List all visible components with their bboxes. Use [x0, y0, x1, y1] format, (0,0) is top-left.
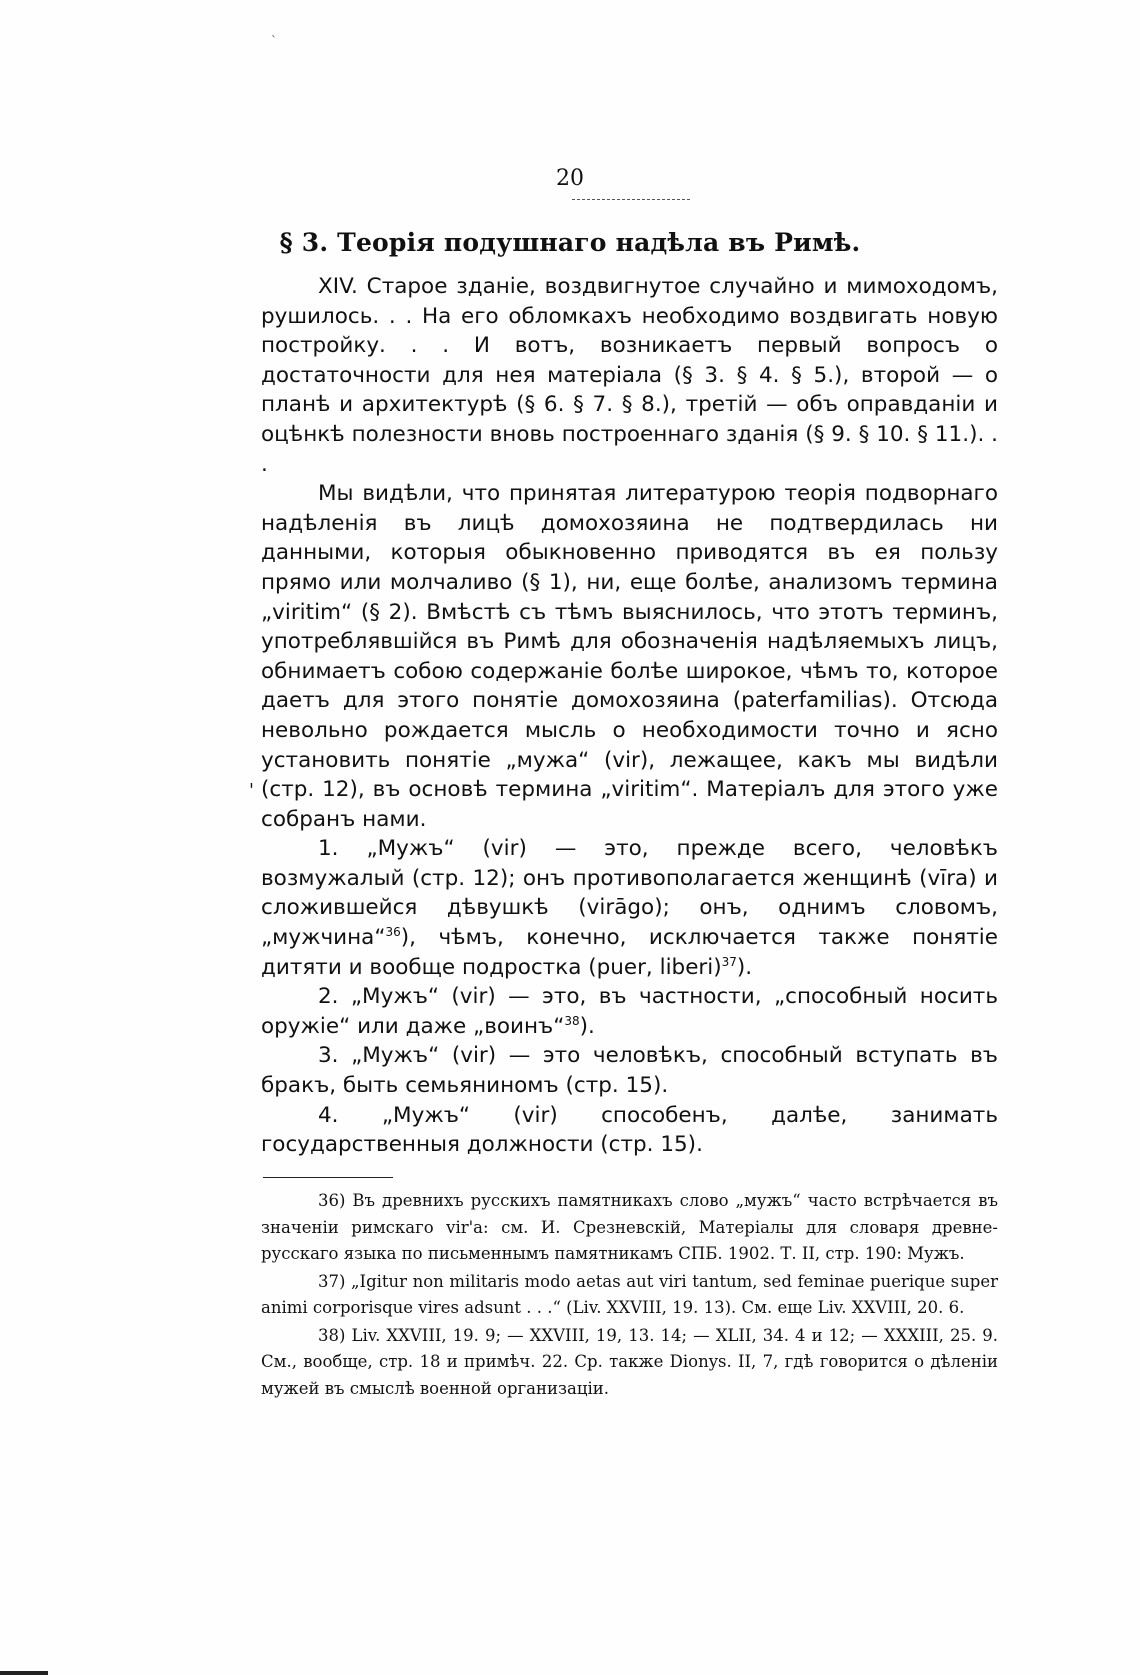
- footnote-36: 36) Въ древнихъ русскихъ памятникахъ слово „мужъ“ часто встрѣчается въ значеніи римскаго vir'а: см. И. Срезневскій, Матеріалы для словаря древне-русскаго языка по письменнымъ памятникамъ СПБ. 1902. Т. II, стр. 190: Мужъ.: [261, 1191, 998, 1263]
- list-item-4: 4. „Мужъ“ (vir) способенъ, далѣе, занимать государственныя должности (стр. 15).: [261, 1102, 998, 1158]
- page-number-rule: [572, 199, 690, 200]
- margin-tick: ': [249, 780, 254, 801]
- footnote-divider: [263, 1177, 393, 1178]
- section-heading: § 3. Теорія подушнаго надѣла въ Римѣ.: [279, 228, 861, 257]
- main-text: [261, 272, 998, 1160]
- item-1-text-end: ).: [736, 954, 753, 980]
- footnote-38: 38) Liv. XXVIII, 19. 9; — XXVIII, 19, 13. 14; — XLII, 34. 4 и 12; — XXXIII, 25. 9. См., вообще, стр. 18 и примѣч. 22. Ср. также Dionys. II, 7, гдѣ говорится о дѣленіи мужей въ смыслѣ военной организаціи.: [261, 1325, 998, 1398]
- list-item-2: [261, 982, 998, 1041]
- item-1-text-cont: ), чѣмъ, конечно, исключается также понятіе дитяти и вообще подростка (puer, liberi): [261, 925, 998, 980]
- paragraph-intro: XIV. Старое зданіе, воздвигнутое случайно и мимоходомъ, рушилось. . . На его обломкахъ необходимо воздвигать новую постройку. . . И вотъ, возникаетъ первый вопросъ о достаточности для нея матеріала (§ 3. § 4. § 5.), второй — о планѣ и архитектурѣ (§ 6. § 7. § 8.), третій — объ оправданіи и оцѣнкѣ полезности вновь построеннаго зданія (§ 9. § 10. § 11.). . .: [261, 274, 998, 477]
- page-number: 20: [556, 166, 584, 191]
- item-1-text: 1. „Мужъ“ (vir) — это, прежде всего, человѣкъ возмужалый (стр. 12); онъ противополагается женщинѣ (vīra) и сложившейся дѣвушкѣ (virāgo); онъ, однимъ словомъ, „мужчина“: [261, 836, 998, 951]
- paragraph-analysis: Мы видѣли, что принятая литературою теорія подворнаго надѣленія въ лицѣ домохозяина не подтвердилась ни данными, которыя обыкновенно приводятся въ ея пользу прямо или молчаливо (§ 1), ни, еще болѣе, анализомъ термина „viritim“ (§ 2). Вмѣстѣ съ тѣмъ выяснилось, что этотъ терминъ, употреблявшійся въ Римѣ для обозначенія надѣляемыхъ лицъ, обнимаетъ собою содержаніе болѣе широкое, чѣмъ то, которое даетъ для этого понятіе домохозяина (paterfamilias). Отсюда невольно рождается мысль о необходимости точно и ясно установить понятіе „мужа“ (vir), лежащее, какъ мы видѣли (стр. 12), въ основѣ термина „viritim“. Матеріалъ для этого уже собранъ нами.: [261, 481, 998, 832]
- footnote-37: 37) „Igitur non militaris modo aetas aut viri tantum, sed feminae puerique super animi corporisque vires adsunt . . .“ (Liv. XXVIII, 19. 13). См. еще Liv. XXVIII, 20. 6.: [261, 1271, 998, 1317]
- footnotes: [261, 1188, 998, 1403]
- footnote-ref-38[interactable]: 38: [564, 1013, 580, 1028]
- item-2-text: 2. „Мужъ“ (vir) — это, въ частности, „способный носить оружіе“ или даже „воинъ“: [261, 984, 998, 1039]
- list-item-3: 3. „Мужъ“ (vir) — это человѣкъ, способный вступать въ бракъ, быть семьяниномъ (стр. 15).: [261, 1043, 998, 1099]
- corner-mark: `: [271, 34, 277, 48]
- footnote-ref-37[interactable]: 37: [721, 954, 737, 969]
- list-item-1: [261, 834, 998, 982]
- scan-edge-mark: [0, 1671, 48, 1675]
- footnote-ref-36[interactable]: 36: [385, 924, 401, 939]
- item-2-text-end: ).: [579, 1013, 595, 1039]
